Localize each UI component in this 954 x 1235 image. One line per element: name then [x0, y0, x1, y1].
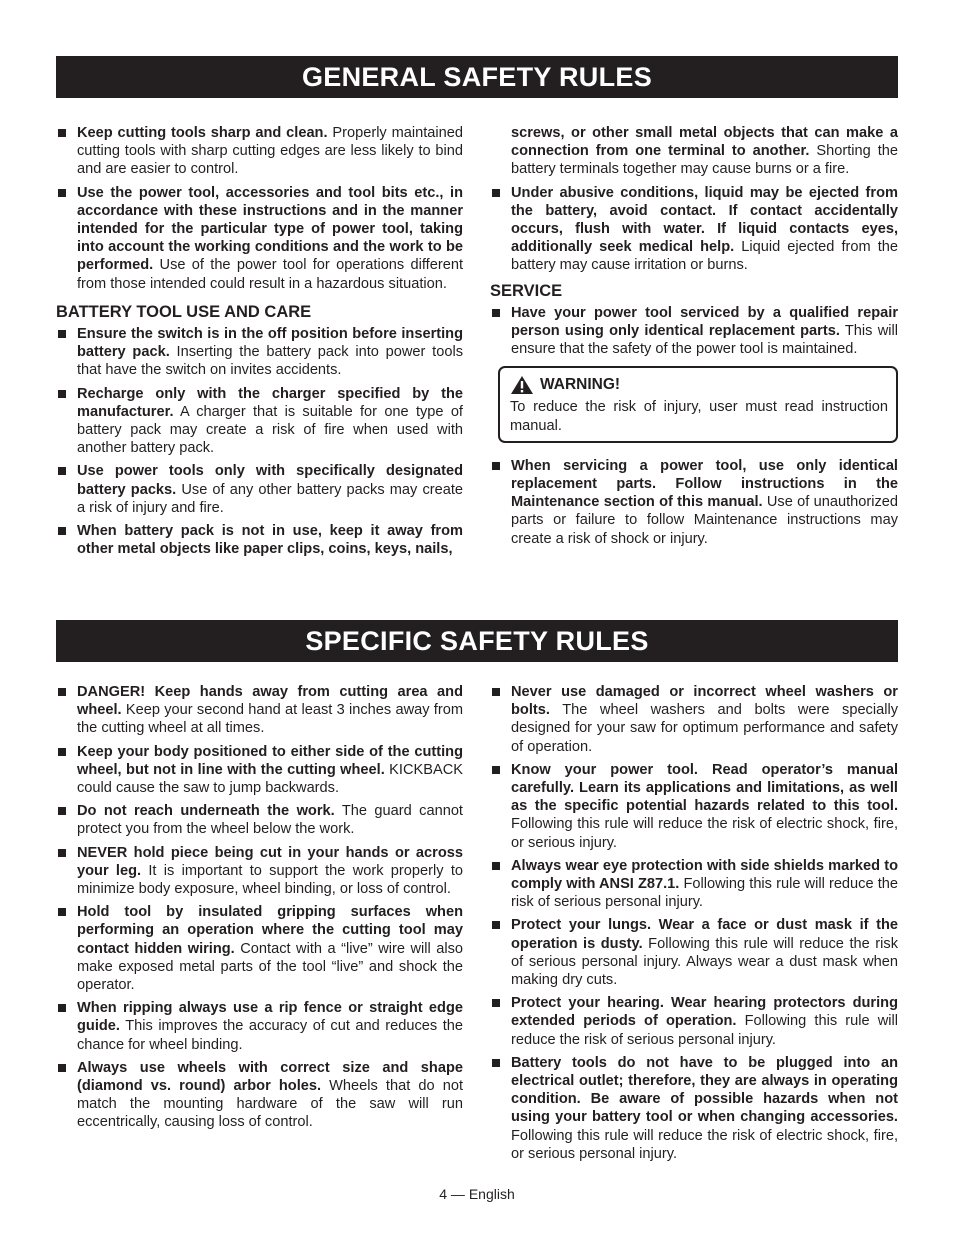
square-bullet-icon	[58, 129, 66, 137]
warning-triangle-icon	[510, 375, 534, 395]
list-item-continuation: screws, or other small metal objects that can make a connection from one terminal to another. Shorting the battery terminals together may cause burns or a fire.	[511, 125, 898, 178]
list-item: Always use wheels with correct size and shape (diamond vs. round) arbor holes. Wheels that do not match the mounting hardware of the saw will run eccentrically, causing loss of control.	[56, 1059, 463, 1132]
specific-left-column	[56, 683, 463, 1137]
list-item: Protect your hearing. Wear hearing protectors during extended periods of operation. Following this rule will reduce the risk of serious personal injury.	[490, 994, 898, 1049]
square-bullet-icon	[58, 748, 66, 756]
square-bullet-icon	[492, 862, 500, 870]
specific-right-column	[490, 683, 898, 1168]
list-item: Do not reach underneath the work. The guard cannot protect you from the wheel below the work.	[56, 802, 463, 838]
list-item: Ensure the switch is in the off position before inserting battery pack. Inserting the battery pack into power tools that have the switch on invites accidents.	[56, 325, 463, 380]
list-item: Protect your lungs. Wear a face or dust mask if the operation is dusty. Following this rule will reduce the risk of serious personal injury. Always wear a dust mask when making dry cuts.	[490, 916, 898, 989]
list-item: Hold tool by insulated gripping surfaces when performing an operation where the cutting tool may contact hidden wiring. Contact with a “live” wire will also make exposed metal parts of the tool “live” and shock the operator.	[56, 903, 463, 994]
list-item: When servicing a power tool, use only identical replacement parts. Follow instructions in the Maintenance section of this manual. Use of unauthorized parts or failure to follow Maintenance instructions may create a risk of shock or injury.	[490, 457, 898, 548]
square-bullet-icon	[492, 766, 500, 774]
page-footer: 4 — English	[439, 1186, 515, 1202]
square-bullet-icon	[58, 688, 66, 696]
square-bullet-icon	[58, 1064, 66, 1072]
list-item: NEVER hold piece being cut in your hands or across your leg. It is important to support the work properly to minimize body exposure, wheel binding, or loss of control.	[56, 844, 463, 899]
general-right-column	[490, 124, 898, 553]
square-bullet-icon	[492, 921, 500, 929]
square-bullet-icon	[58, 330, 66, 338]
list-item: Have your power tool serviced by a qualified repair person using only identical replacement parts. This will ensure that the safety of the power tool is maintained.	[490, 304, 898, 359]
list-item: Never use damaged or incorrect wheel washers or bolts. The wheel washers and bolts were specially designed for your saw for optimum performance and safety of operation.	[490, 683, 898, 756]
square-bullet-icon	[492, 189, 500, 197]
specific-safety-rules-title: SPECIFIC SAFETY RULES	[56, 620, 898, 662]
list-item: Keep your body positioned to either side of the cutting wheel, but not in line with the cutting wheel. KICKBACK could cause the saw to jump backwards.	[56, 743, 463, 798]
list-item: Always wear eye protection with side shields marked to comply with ANSI Z87.1. Following this rule will reduce the risk of serious personal injury.	[490, 857, 898, 912]
square-bullet-icon	[58, 849, 66, 857]
list-item: When ripping always use a rip fence or straight edge guide. This improves the accuracy of cut and reduces the chance for wheel binding.	[56, 999, 463, 1054]
warning-heading: WARNING!	[510, 375, 888, 395]
square-bullet-icon	[492, 309, 500, 317]
square-bullet-icon	[58, 189, 66, 197]
general-safety-rules-title: GENERAL SAFETY RULES	[56, 56, 898, 98]
list-item: Use power tools only with specifically designated battery packs. Use of any other battery packs may create a risk of injury and fire.	[56, 462, 463, 517]
list-item: Recharge only with the charger specified by the manufacturer. A charger that is suitable for one type of battery pack may create a risk of fire when used with another battery pack.	[56, 385, 463, 458]
square-bullet-icon	[492, 688, 500, 696]
list-item: Know your power tool. Read operator’s manual carefully. Learn its applications and limitations, as well as the specific potential hazards related to this tool. Following this rule will reduce the risk of electric shock, fire, or serious injury.	[490, 761, 898, 852]
square-bullet-icon	[58, 467, 66, 475]
square-bullet-icon	[492, 1059, 500, 1067]
square-bullet-icon	[58, 527, 66, 535]
warning-text: To reduce the risk of injury, user must read instruction manual.	[510, 399, 888, 434]
list-item: Use the power tool, accessories and tool bits etc., in accordance with these instructions and in the manner intended for the particular type of power tool, taking into account the working conditions and the work to be performed. Use of the power tool for operations different from those intended could result in a hazardous situation.	[56, 184, 463, 293]
battery-section-heading: BATTERY TOOL USE AND CARE	[56, 302, 312, 321]
list-item: When battery pack is not in use, keep it away from other metal objects like paper clips, coins, keys, nails,	[56, 522, 463, 558]
list-item: DANGER! Keep hands away from cutting area and wheel. Keep your second hand at least 3 inches away from the cutting wheel at all times.	[56, 683, 463, 738]
square-bullet-icon	[58, 390, 66, 398]
warning-box	[498, 366, 898, 442]
square-bullet-icon	[58, 1004, 66, 1012]
square-bullet-icon	[492, 999, 500, 1007]
list-item: Under abusive conditions, liquid may be ejected from the battery, avoid contact. If contact accidentally occurs, flush with water. If liquid contacts eyes, additionally seek medical help. Liquid ejected from the battery may cause irritation or burns.	[490, 184, 898, 275]
general-left-column	[56, 124, 463, 563]
list-item: Battery tools do not have to be plugged into an electrical outlet; therefore, they are always in operating condition. Be aware of possible hazards when not using your battery tool or when changing accessories. Following this rule will reduce the risk of electric shock, fire, or serious personal injury.	[490, 1054, 898, 1163]
service-section-heading: SERVICE	[490, 281, 563, 300]
square-bullet-icon	[58, 908, 66, 916]
square-bullet-icon	[58, 807, 66, 815]
list-item: Keep cutting tools sharp and clean. Properly maintained cutting tools with sharp cutting edges are less likely to bind and are easier to control.	[56, 124, 463, 179]
square-bullet-icon	[492, 462, 500, 470]
